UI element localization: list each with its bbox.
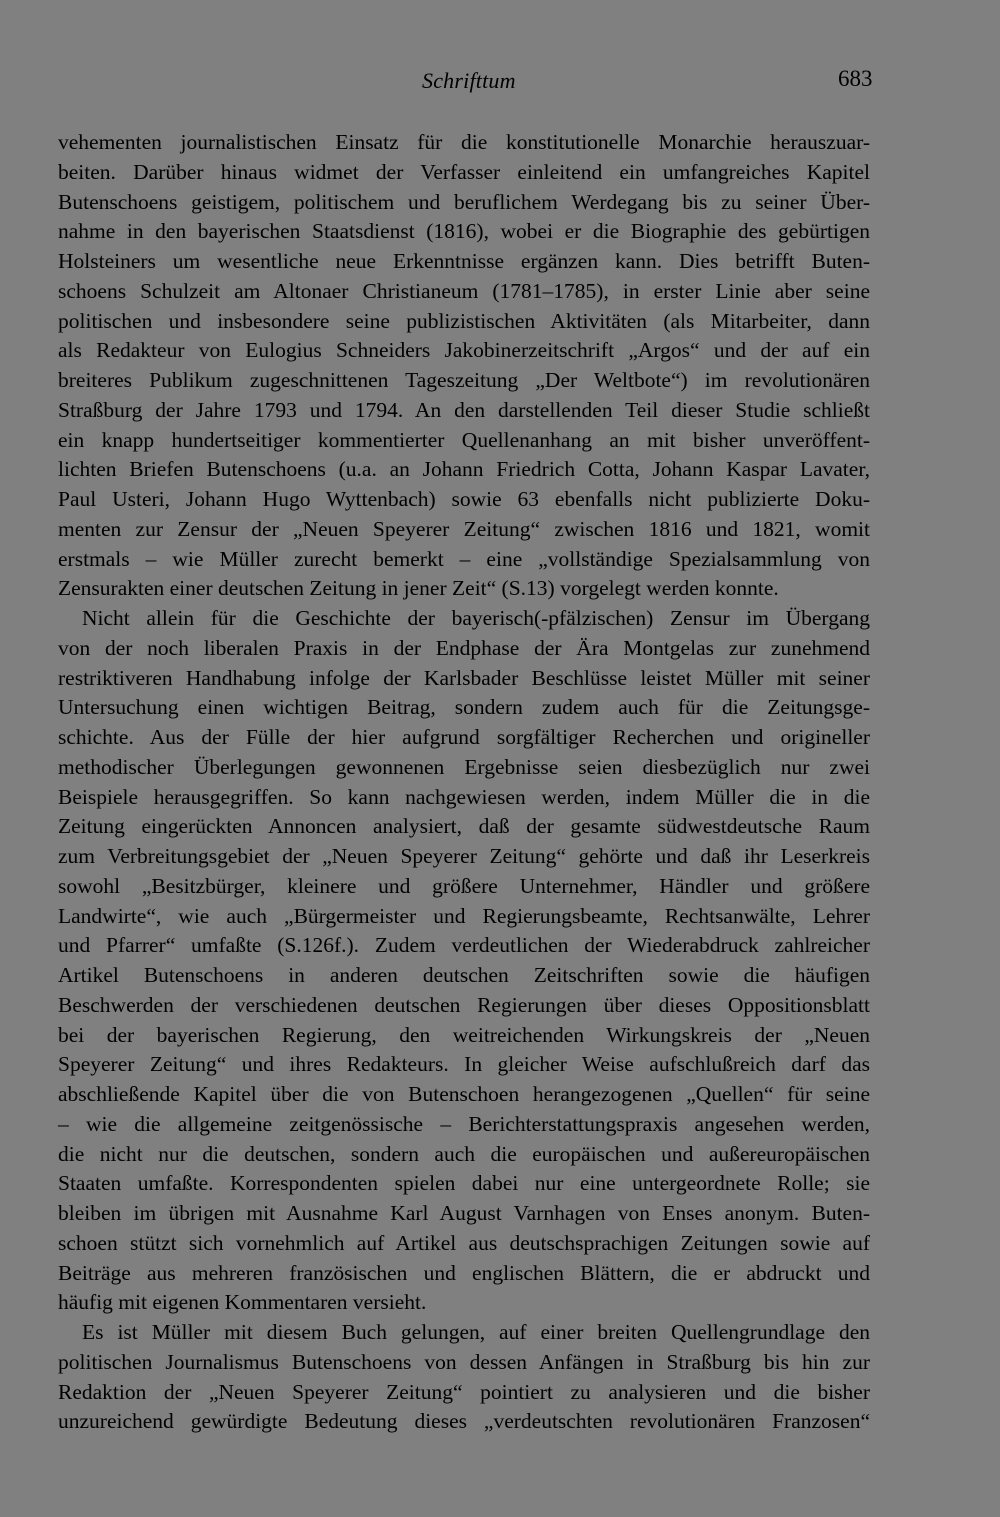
text-line: Butenschoens geistigem, politischem und beruflichem Werdegang bis zu seiner Über-: [58, 189, 870, 214]
text-line: – wie die allgemeine zeitgenössische – Berichterstattungspraxis angesehen werden,: [58, 1111, 870, 1136]
text-line: methodischer Überlegungen gewonnenen Ergebnisse seien diesbezüglich nur zwei: [58, 754, 870, 779]
text-line: breiteres Publikum zugeschnittenen Tageszeitung „Der Weltbote“) im revolutionären: [58, 368, 870, 392]
text-line: und Pfarrer“ umfaßte (S.126f.). Zudem verdeutlichen der Wiederabdruck zahlreicher: [58, 933, 870, 958]
paragraph: [58, 128, 870, 604]
paragraph: [58, 604, 870, 1318]
paragraph: [58, 1318, 870, 1437]
text-line: von der noch liberalen Praxis in der Endphase der Ära Montgelas zur zunehmend: [58, 635, 870, 660]
text-line: menten zur Zensur der „Neuen Speyerer Zeitung“ zwischen 1816 und 1821, womit: [58, 516, 870, 541]
text-line: Beschwerden der verschiedenen deutschen Regierungen über dieses Oppositionsblatt: [58, 992, 870, 1017]
text-line: restriktiveren Handhabung infolge der Karlsbader Beschlüsse leistet Müller mit seiner: [58, 665, 870, 690]
text-line: beiten. Darüber hinaus widmet der Verfasser einleitend ein umfangreiches Kapitel: [58, 159, 870, 184]
text-line: Holsteiners um wesentliche neue Erkenntnisse ergänzen kann. Dies betrifft Buten-: [58, 249, 870, 273]
text-line: vehementen journalistischen Einsatz für die konstitutionelle Monarchie herauszuar-: [58, 130, 870, 154]
text-line: schoen stützt sich vornehmlich auf Artikel aus deutschsprachigen Zeitungen sowie auf: [58, 1230, 870, 1255]
text-line: Speyerer Zeitung“ und ihres Redakteurs. In gleicher Weise aufschlußreich darf das: [58, 1052, 870, 1077]
text-line: Staaten umfaßte. Korrespondenten spielen dabei nur eine untergeordnete Rolle; sie: [58, 1171, 870, 1196]
text-line: sowohl „Besitzbürger, kleinere und größere Unternehmer, Händler und größere: [58, 873, 870, 898]
text-line: nahme in den bayerischen Staatsdienst (1816), wobei er die Biographie des gebürtigen: [58, 219, 870, 244]
text-line: die nicht nur die deutschen, sondern auch die europäischen und außereuropäischen: [58, 1141, 870, 1166]
text-line: Nicht allein für die Geschichte der bayerisch(-pfälzischen) Zensur im Übergang: [82, 606, 870, 630]
text-line: Es ist Müller mit diesem Buch gelungen, auf einer breiten Quellengrundlage den: [82, 1320, 870, 1344]
text-line: Straßburg der Jahre 1793 und 1794. An den darstellenden Teil dieser Studie schließt: [58, 397, 870, 422]
body-text: [58, 128, 870, 1437]
text-line: bleiben im übrigen mit Ausnahme Karl August Varnhagen von Enses anonym. Buten-: [58, 1201, 870, 1225]
text-line: ein knapp hundertseitiger kommentierter Quellenanhang an mit bisher unveröffent-: [58, 427, 870, 452]
text-line: schichte. Aus der Fülle der hier aufgrund sorgfältiger Recherchen und origineller: [58, 725, 870, 749]
text-line: Artikel Butenschoens in anderen deutschen Zeitschriften sowie die häufigen: [58, 963, 870, 987]
text-line: Beiträge aus mehreren französischen und englischen Blättern, die er abdruckt und: [58, 1260, 870, 1285]
text-line: Landwirte“, wie auch „Bürgermeister und Regierungsbeamte, Rechtsanwälte, Lehrer: [58, 903, 870, 928]
running-head: [0, 62, 1000, 98]
text-line: lichten Briefen Butenschoens (u.a. an Johann Friedrich Cotta, Johann Kaspar Lavater,: [58, 457, 870, 482]
text-line: Beispiele herausgegriffen. So kann nachgewiesen werden, indem Müller die in die: [58, 784, 870, 809]
text-line: Redaktion der „Neuen Speyerer Zeitung“ pointiert zu analysieren und die bisher: [58, 1379, 870, 1404]
text-line: zum Verbreitungsgebiet der „Neuen Speyerer Zeitung“ gehörte und daß ihr Leserkreis: [58, 844, 870, 868]
text-line: Zeitung eingerückten Annoncen analysiert, daß der gesamte südwestdeutsche Raum: [58, 814, 870, 839]
text-line: häufig mit eigenen Kommentaren versieht.: [58, 1290, 427, 1315]
text-line: politischen und insbesondere seine publizistischen Aktivitäten (als Mitarbeiter, dann: [58, 308, 870, 333]
text-line: politischen Journalismus Butenschoens von dessen Anfängen in Straßburg bis hin zur: [58, 1349, 870, 1374]
text-line: als Redakteur von Eulogius Schneiders Jakobinerzeitschrift „Argos“ und der auf ein: [58, 338, 870, 363]
text-line: erstmals – wie Müller zurecht bemerkt – eine „vollständige Spezialsammlung von: [58, 546, 870, 571]
text-line: schoens Schulzeit am Altonaer Christianeum (1781–1785), in erster Linie aber seine: [58, 278, 870, 303]
text-line: Zensurakten einer deutschen Zeitung in jener Zeit“ (S.13) vorgelegt werden konnte.: [58, 576, 779, 601]
text-line: Paul Usteri, Johann Hugo Wyttenbach) sowie 63 ebenfalls nicht publizierte Doku-: [58, 487, 870, 511]
text-line: abschließende Kapitel über die von Butenschoen herangezogenen „Quellen“ für seine: [58, 1082, 870, 1106]
text-line: bei der bayerischen Regierung, den weitreichenden Wirkungskreis der „Neuen: [58, 1022, 870, 1047]
page-number: 683: [838, 66, 873, 91]
text-line: unzureichend gewürdigte Bedeutung dieses „verdeutschten revolutionären Franzosen“: [58, 1409, 870, 1434]
text-line: Untersuchung einen wichtigen Beitrag, sondern zudem auch für die Zeitungsge-: [58, 695, 870, 720]
running-head-title: Schrifttum: [422, 68, 516, 93]
